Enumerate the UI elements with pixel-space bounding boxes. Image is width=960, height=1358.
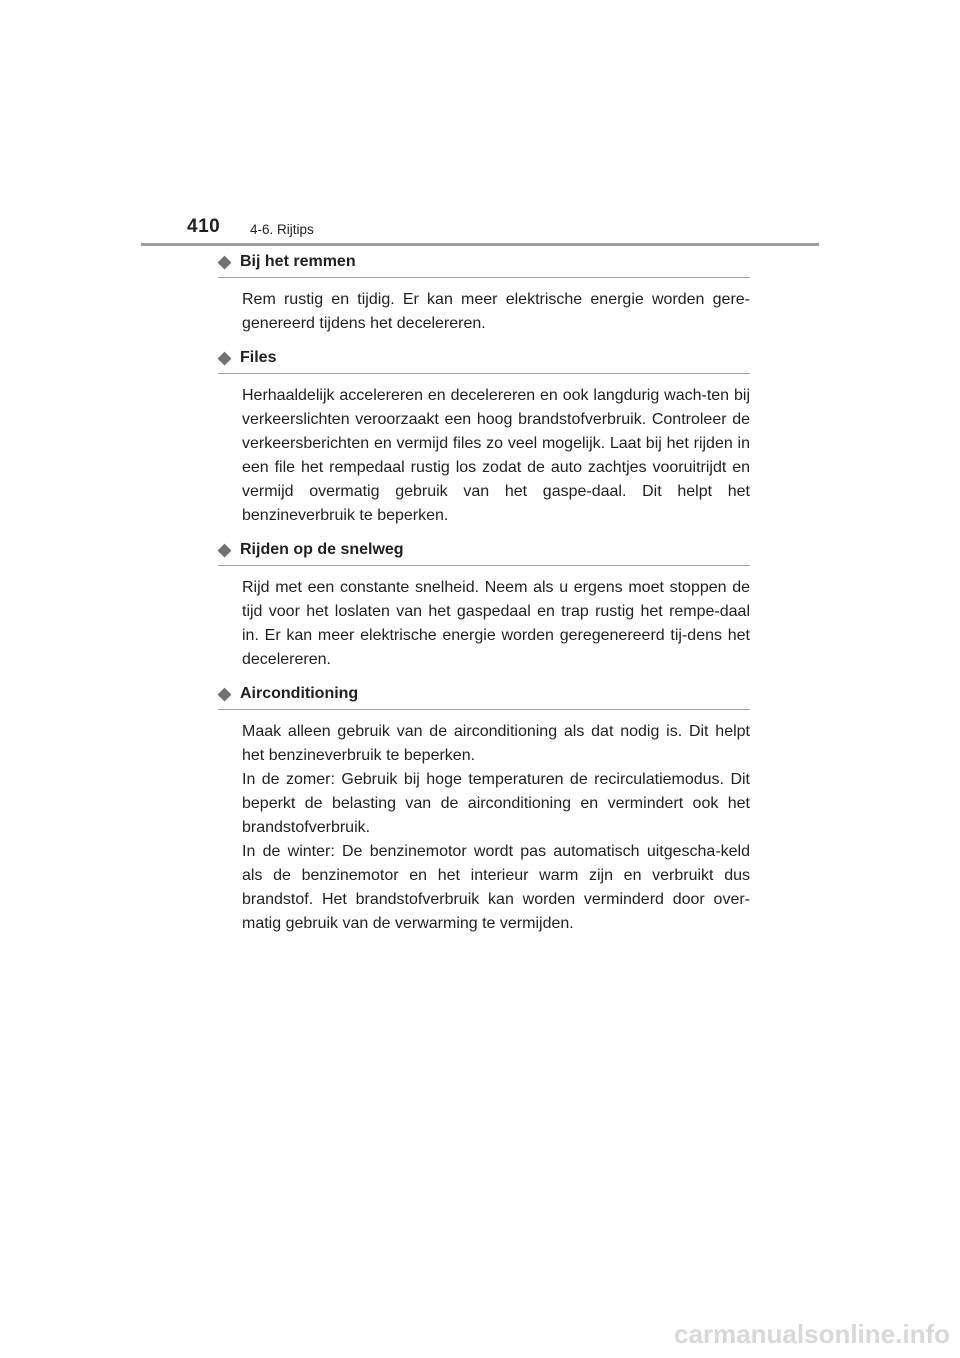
chapter-title: 4-6. Rijtips <box>250 222 314 237</box>
section-body <box>242 720 750 936</box>
section-heading <box>218 684 750 710</box>
section-heading-text: Airconditioning <box>240 685 359 702</box>
diamond-icon: ◆ <box>218 540 232 559</box>
diamond-icon: ◆ <box>218 684 232 703</box>
section-traffic-jams <box>218 348 750 528</box>
page-header <box>0 0 960 250</box>
main-content <box>218 252 750 948</box>
section-body <box>242 576 750 672</box>
section-body <box>242 288 750 336</box>
section-braking <box>218 252 750 336</box>
paragraph: Herhaaldelijk accelereren en decelereren en ook langdurig wach-ten bij verkeerslichten veroorzaakt een hoog brandstofverbruik. Controleer de verkeersberichten en vermijd files zo veel mogelijk. Laat bij het rijden in een file het rempedaal rustig los zodat de auto zachtjes vooruitrijdt en vermijd overmatig gebruik van het gaspe-daal. Dit helpt het benzineverbruik te beperken. <box>242 387 750 524</box>
paragraph: Maak alleen gebruik van de airconditioning als dat nodig is. Dit helpt het benzineverbruik te beperken. <box>242 723 750 764</box>
paragraph: In de winter: De benzinemotor wordt pas automatisch uitgescha-keld als de benzinemotor en het interieur warm zijn en verbruikt dus brandstof. Het brandstofverbruik kan worden verminderd door over-matig gebruik van de verwarming te vermijden. <box>242 843 750 932</box>
section-heading <box>218 348 750 374</box>
header-divider <box>141 243 819 246</box>
section-body <box>242 384 750 528</box>
paragraph: Rem rustig en tijdig. Er kan meer elektrische energie worden gere-genereerd tijdens het decelereren. <box>242 291 750 332</box>
section-air-conditioning <box>218 684 750 936</box>
section-heading <box>218 252 750 278</box>
section-heading <box>218 540 750 566</box>
section-heading-text: Rijden op de snelweg <box>240 541 404 558</box>
section-heading-text: Bij het remmen <box>240 253 356 270</box>
paragraph: Rijd met een constante snelheid. Neem als u ergens moet stoppen de tijd voor het loslaten van het gaspedaal en trap rustig het rempe-daal in. Er kan meer elektrische energie worden geregenereerd tij-dens het decelereren. <box>242 579 750 668</box>
watermark: carmanualsonline.info <box>674 1319 950 1349</box>
section-highway <box>218 540 750 672</box>
page-number: 410 <box>187 216 221 237</box>
diamond-icon: ◆ <box>218 348 232 367</box>
diamond-icon: ◆ <box>218 252 232 271</box>
section-heading-text: Files <box>240 349 277 366</box>
paragraph: In de zomer: Gebruik bij hoge temperaturen de recirculatiemodus. Dit beperkt de belasting van de airconditioning en vermindert ook het brandstofverbruik. <box>242 771 750 836</box>
